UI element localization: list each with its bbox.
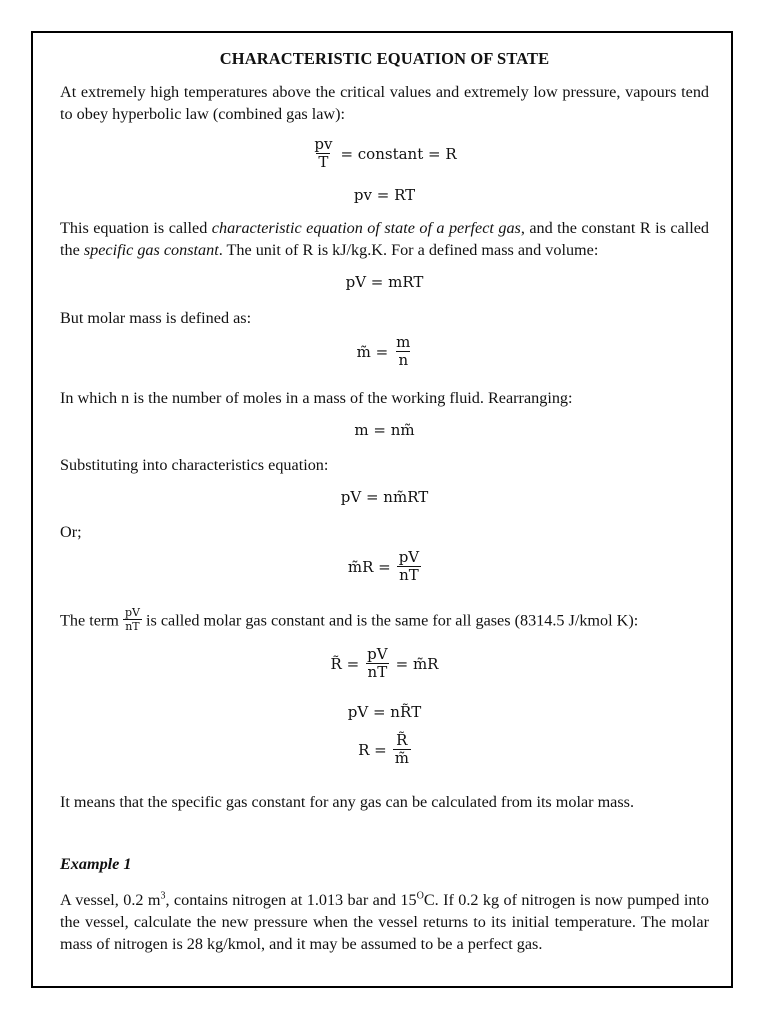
example-paragraph: A vessel, 0.2 $m^3$, contains nitrogen at 1.013 bar and $15^OC$. If 0.2 kg of nitrogen is now pumped into the vessel, calculate the new pressure when the vessel returns to its initial temperature. The molar mass of nitrogen is 28 kg/kmol, and it may be assumed to be a perfect gas. (60, 890, 710, 953)
fraction: $\frac{R̃}{m̃}$ (394, 731, 409, 767)
fraction: $\frac{pV}{nT}$ (367, 645, 388, 681)
definition-paragraph: This equation is called characteristic equation of state of a perfect gas, and the constant R is called the specific gas constant. The unit of R is kJ/kg.K. For a defined mass and volume: (60, 219, 709, 259)
equation-pv-mrt: pV = mRT (345, 273, 424, 291)
molar-gas-constant-paragraph: The term $\frac{pV}{nT}$ is called molar gas constant and is the same for all gases (8314.5 J/kmol K): (60, 606, 639, 633)
equation-r-tilde: R̃ = $\frac{pV}{nT}$ = m̃R (330, 645, 439, 681)
equation-m-nm: m = nm̃ (354, 421, 415, 439)
page-frame (31, 31, 733, 988)
fraction: $\frac{pv}{T}$ (314, 135, 333, 171)
conclusion-paragraph: It means that the specific gas constant for any gas can be calculated from its molar mass. (60, 793, 635, 811)
molar-mass-paragraph: But molar mass is defined as: (60, 309, 252, 327)
substituting-paragraph: Substituting into characteristics equation: (60, 456, 329, 474)
fraction: $\frac{m}{n}$ (396, 333, 411, 369)
example-heading: Example 1 (60, 855, 132, 873)
inline-fraction: $\frac{pV}{nT}$ (124, 606, 140, 633)
page-title: CHARACTERISTIC EQUATION OF STATE (219, 49, 550, 68)
or-paragraph: Or; (60, 523, 82, 541)
equation-r-ratio: R = $\frac{R̃}{m̃}$ (358, 731, 409, 767)
moles-paragraph: In which n is the number of moles in a mass of the working fluid. Rearranging: (60, 389, 573, 407)
equation-mr-pv-nt: m̃R = $\frac{pV}{nT}$ (347, 548, 420, 584)
equation-pv-over-t: $\frac{pv}{T}$ = constant = R (314, 135, 457, 171)
equation-pv-nmrt: pV = nm̃RT (340, 488, 429, 506)
fraction: $\frac{pV}{nT}$ (398, 548, 420, 584)
equation-molar-mass: m̃ = $\frac{m}{n}$ (356, 333, 411, 369)
intro-paragraph: At extremely high temperatures above the critical values and extremely low pressure, vapours tend to obey hyperbolic law (combined gas law): (60, 83, 709, 123)
equation-pv-nrt: pV = nR̃T (347, 703, 422, 721)
equation-pv-rt: pv = RT (353, 186, 416, 204)
